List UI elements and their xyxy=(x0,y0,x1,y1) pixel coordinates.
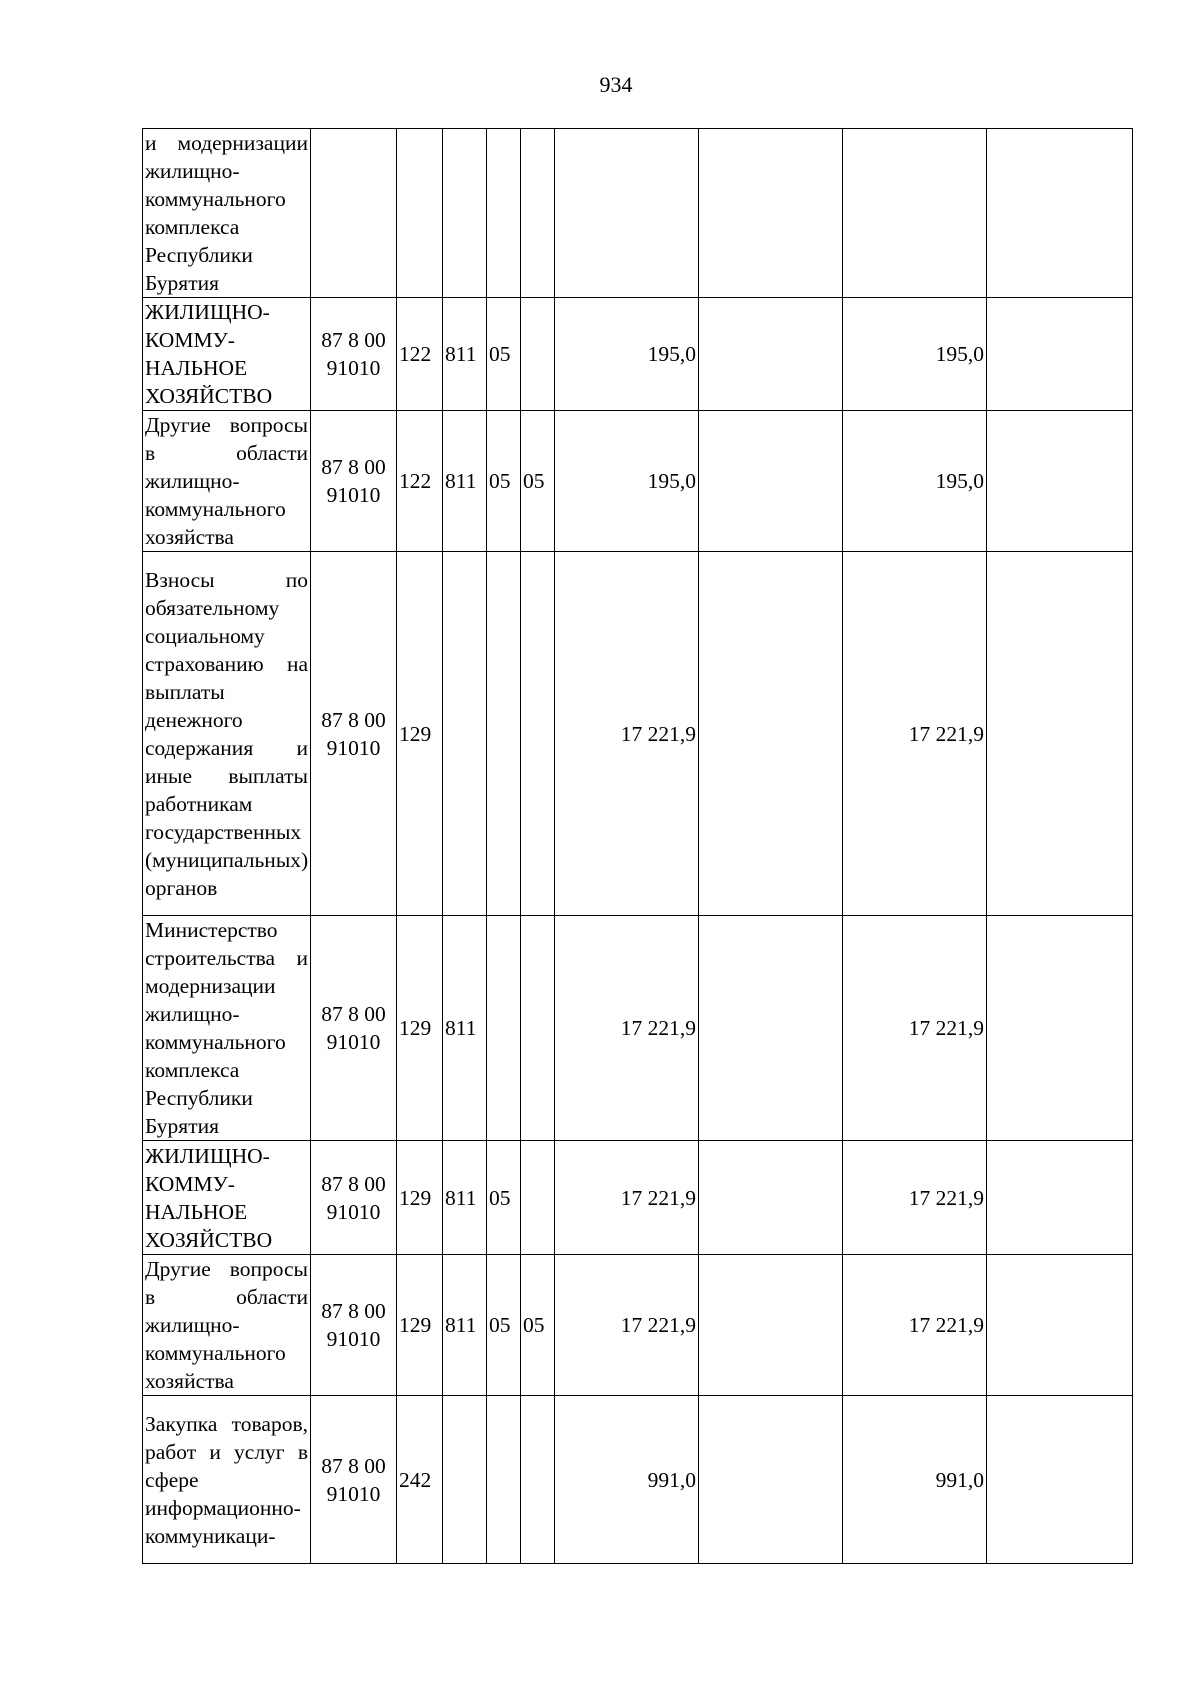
row-name: Другие вопросы в области жилищно-коммунального хозяйства xyxy=(143,411,311,552)
ministry-code: 811 xyxy=(443,916,487,1141)
target-code: 87 8 00 91010 xyxy=(311,916,397,1141)
expense-type: 129 xyxy=(397,916,443,1141)
amount-3: 17 221,9 xyxy=(843,1141,987,1255)
ministry-code xyxy=(443,1396,487,1564)
row-name: Закупка товаров, работ и услуг в сфере информационно-коммуникаци- xyxy=(143,1396,311,1564)
table-row xyxy=(143,129,1133,298)
target-code: 87 8 00 91010 xyxy=(311,552,397,916)
amount-2 xyxy=(699,1255,843,1396)
target-code: 87 8 00 91010 xyxy=(311,298,397,411)
ministry-code: 811 xyxy=(443,411,487,552)
ministry-code: 811 xyxy=(443,1141,487,1255)
table-row xyxy=(143,411,1133,552)
amount-1 xyxy=(555,129,699,298)
amount-4 xyxy=(987,298,1133,411)
expense-type: 129 xyxy=(397,1255,443,1396)
amount-2 xyxy=(699,1396,843,1564)
table-row xyxy=(143,916,1133,1141)
section-code xyxy=(487,552,521,916)
section-code xyxy=(487,1396,521,1564)
amount-4 xyxy=(987,552,1133,916)
amount-1: 195,0 xyxy=(555,411,699,552)
amount-1: 17 221,9 xyxy=(555,1141,699,1255)
subsection-code: 05 xyxy=(521,411,555,552)
amount-2 xyxy=(699,552,843,916)
amount-3: 991,0 xyxy=(843,1396,987,1564)
section-code: 05 xyxy=(487,1255,521,1396)
expense-type: 122 xyxy=(397,411,443,552)
section-code xyxy=(487,916,521,1141)
ministry-code xyxy=(443,129,487,298)
amount-1: 17 221,9 xyxy=(555,552,699,916)
section-code: 05 xyxy=(487,411,521,552)
target-code: 87 8 00 91010 xyxy=(311,1141,397,1255)
amount-2 xyxy=(699,411,843,552)
row-name: Взносы по обязательному социальному страхованию на выплаты денежного содержания и иные выплаты работникам государственных (муниципальных) органов xyxy=(143,552,311,916)
amount-2 xyxy=(699,1141,843,1255)
row-name: Министерство строительства и модернизации жилищно-коммунального комплекса Республики Бурятия xyxy=(143,916,311,1141)
amount-3: 195,0 xyxy=(843,411,987,552)
budget-table xyxy=(142,128,1133,1564)
ministry-code: 811 xyxy=(443,298,487,411)
subsection-code xyxy=(521,298,555,411)
row-name: и модернизации жилищно-коммунального комплекса Республики Бурятия xyxy=(143,129,311,298)
table-row xyxy=(143,552,1133,916)
amount-4 xyxy=(987,129,1133,298)
target-code xyxy=(311,129,397,298)
amount-3: 17 221,9 xyxy=(843,552,987,916)
expense-type xyxy=(397,129,443,298)
row-name: ЖИЛИЩНО-КОММУ-НАЛЬНОЕ ХОЗЯЙСТВО xyxy=(143,1141,311,1255)
expense-type: 122 xyxy=(397,298,443,411)
amount-3 xyxy=(843,129,987,298)
section-code xyxy=(487,129,521,298)
subsection-code xyxy=(521,129,555,298)
amount-1: 17 221,9 xyxy=(555,1255,699,1396)
subsection-code xyxy=(521,916,555,1141)
section-code: 05 xyxy=(487,1141,521,1255)
amount-2 xyxy=(699,916,843,1141)
amount-4 xyxy=(987,411,1133,552)
page-number: 934 xyxy=(599,72,633,97)
amount-1: 17 221,9 xyxy=(555,916,699,1141)
table-row xyxy=(143,1396,1133,1564)
amount-4 xyxy=(987,1255,1133,1396)
subsection-code xyxy=(521,552,555,916)
amount-2 xyxy=(699,129,843,298)
subsection-code xyxy=(521,1141,555,1255)
amount-3: 17 221,9 xyxy=(843,1255,987,1396)
amount-1: 991,0 xyxy=(555,1396,699,1564)
amount-4 xyxy=(987,1141,1133,1255)
amount-1: 195,0 xyxy=(555,298,699,411)
amount-3: 195,0 xyxy=(843,298,987,411)
table-row xyxy=(143,298,1133,411)
subsection-code xyxy=(521,1396,555,1564)
amount-2 xyxy=(699,298,843,411)
row-name: ЖИЛИЩНО-КОММУ-НАЛЬНОЕ ХОЗЯЙСТВО xyxy=(143,298,311,411)
ministry-code: 811 xyxy=(443,1255,487,1396)
subsection-code: 05 xyxy=(521,1255,555,1396)
amount-4 xyxy=(987,916,1133,1141)
section-code: 05 xyxy=(487,298,521,411)
expense-type: 129 xyxy=(397,552,443,916)
target-code: 87 8 00 91010 xyxy=(311,411,397,552)
ministry-code xyxy=(443,552,487,916)
table-row xyxy=(143,1141,1133,1255)
expense-type: 242 xyxy=(397,1396,443,1564)
target-code: 87 8 00 91010 xyxy=(311,1255,397,1396)
amount-3: 17 221,9 xyxy=(843,916,987,1141)
target-code: 87 8 00 91010 xyxy=(311,1396,397,1564)
amount-4 xyxy=(987,1396,1133,1564)
table-row xyxy=(143,1255,1133,1396)
row-name: Другие вопросы в области жилищно-коммунального хозяйства xyxy=(143,1255,311,1396)
expense-type: 129 xyxy=(397,1141,443,1255)
